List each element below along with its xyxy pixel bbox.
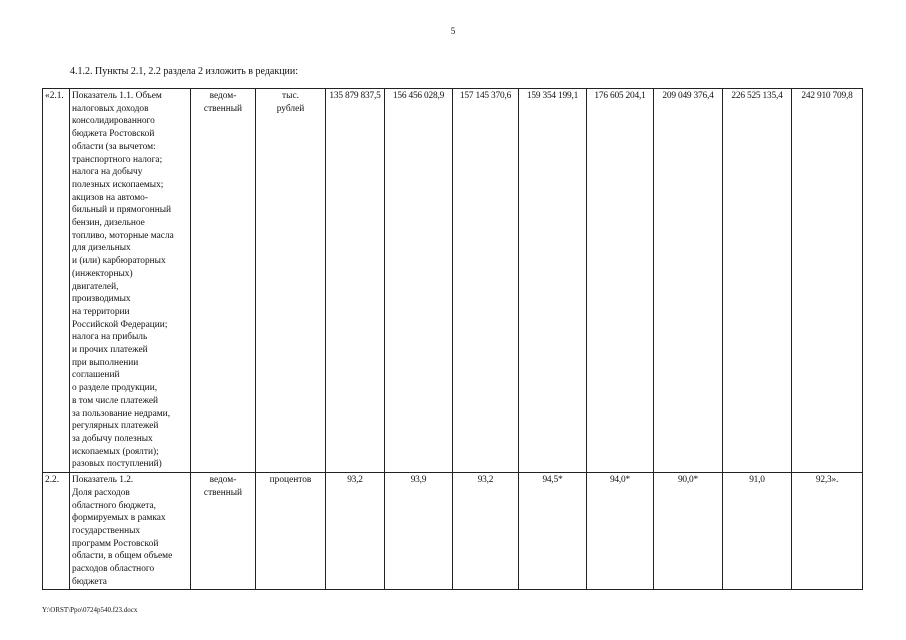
file-path-footer: Y:\ORST\Ppo\0724p540.f23.docx bbox=[42, 606, 138, 614]
indicator-name-line: программ Ростовской bbox=[72, 538, 159, 549]
row-number-cell: 2.2. bbox=[43, 473, 70, 590]
value-cell: 176 605 204,1 bbox=[587, 89, 654, 473]
indicator-name-line: в том числе платежей bbox=[72, 395, 159, 406]
row-number-cell: «2.1. bbox=[43, 89, 70, 473]
indicator-name-line: производимых bbox=[72, 294, 131, 305]
indicator-name-line: налога на добычу bbox=[72, 167, 143, 178]
indicator-name-line: области (за вычетом: bbox=[72, 141, 156, 152]
value-cell: 93,9 bbox=[385, 473, 453, 590]
indicator-type-cell bbox=[191, 473, 256, 590]
indicator-name-line: (инжекторных) bbox=[72, 268, 133, 279]
indicator-name-line: разовых поступлений) bbox=[72, 459, 162, 470]
value-cell: 93,2 bbox=[326, 473, 385, 590]
value-cell: 91,0 bbox=[723, 473, 792, 590]
indicator-name-line: Показатель 1.1. Объем bbox=[72, 91, 162, 101]
indicators-table bbox=[42, 88, 863, 590]
unit-line: рублей bbox=[276, 103, 305, 114]
value-cell: 94,0* bbox=[587, 473, 654, 590]
value-cell: 226 525 135,4 bbox=[723, 89, 792, 473]
indicator-name-line: государственных bbox=[72, 525, 141, 536]
intro-paragraph: 4.1.2. Пункты 2.1, 2.2 раздела 2 изложить в редакции: bbox=[70, 66, 299, 77]
indicator-name-line: ископаемых (роялти); bbox=[72, 446, 159, 457]
indicator-name-cell bbox=[70, 89, 191, 473]
indicator-name-line: бильный и прямогонный bbox=[72, 205, 172, 216]
unit-cell bbox=[256, 89, 326, 473]
indicator-type-line: ственный bbox=[203, 103, 243, 114]
indicator-name-line: на территории bbox=[72, 306, 130, 317]
table-row bbox=[43, 89, 863, 473]
value-cell: 159 354 199,1 bbox=[519, 89, 587, 473]
value-cell: 135 879 837,5 bbox=[326, 89, 385, 473]
indicator-name-line: о разделе продукции, bbox=[72, 383, 158, 394]
indicator-name-line: при выполнении bbox=[72, 357, 139, 368]
indicator-name-line: налога на прибыль bbox=[72, 332, 148, 343]
indicator-type-line: ственный bbox=[203, 487, 243, 498]
indicator-name-line: полезных ископаемых; bbox=[72, 179, 164, 190]
indicator-type-line: ведом- bbox=[209, 91, 237, 101]
indicator-name-cell bbox=[70, 473, 191, 590]
indicator-name-line: расходов областного bbox=[72, 564, 155, 575]
indicator-name-line: бюджета bbox=[72, 576, 107, 587]
indicator-name-line: налоговых доходов bbox=[72, 103, 149, 114]
indicator-type-line: ведом- bbox=[209, 475, 237, 486]
indicator-name-line: акцизов на автомо- bbox=[72, 192, 148, 203]
value-cell: 157 145 370,6 bbox=[453, 89, 519, 473]
value-cell: 209 049 376,4 bbox=[654, 89, 723, 473]
unit-line: процентов bbox=[269, 475, 312, 486]
value-cell: 242 910 709,8 bbox=[792, 89, 863, 473]
indicator-name-line: областного бюджета, bbox=[72, 500, 156, 511]
indicator-name-line: бензин, дизельное bbox=[72, 218, 145, 229]
indicator-name-line: соглашений bbox=[72, 370, 120, 381]
indicator-name-line: консолидированного bbox=[72, 116, 155, 127]
value-cell: 92,3». bbox=[792, 473, 863, 590]
unit-cell bbox=[256, 473, 326, 590]
unit-line: тыс. bbox=[282, 91, 299, 101]
indicator-name-line: двигателей, bbox=[72, 281, 119, 292]
indicator-name-line: транспортного налога; bbox=[72, 154, 163, 165]
indicator-name-line: топливо, моторные масла bbox=[72, 230, 174, 241]
value-cell: 94,5* bbox=[519, 473, 587, 590]
table-row bbox=[43, 473, 863, 590]
indicator-name-line: для дизельных bbox=[72, 243, 131, 254]
indicator-name-line: и (или) карбюраторных bbox=[72, 256, 166, 267]
indicator-name-line: бюджета Ростовской bbox=[72, 129, 155, 140]
indicator-name-line: Российской Федерации; bbox=[72, 319, 168, 330]
indicator-type-cell bbox=[191, 89, 256, 473]
page-number: 5 bbox=[450, 26, 456, 36]
indicator-name-line: за пользование недрами, bbox=[72, 408, 171, 419]
indicator-name-line: формируемых в рамках bbox=[72, 513, 166, 524]
value-cell: 93,2 bbox=[453, 473, 519, 590]
indicator-name-line: области, в общем объеме bbox=[72, 551, 173, 562]
value-cell: 90,0* bbox=[654, 473, 723, 590]
indicator-name-line: за добычу полезных bbox=[72, 433, 153, 444]
value-cell: 156 456 028,9 bbox=[385, 89, 453, 473]
indicator-name-line: и прочих платежей bbox=[72, 345, 148, 356]
indicator-name-line: регулярных платежей bbox=[72, 421, 159, 432]
indicator-name-line: Показатель 1.2. bbox=[72, 475, 134, 486]
indicator-name-line: Доля расходов bbox=[72, 487, 130, 498]
